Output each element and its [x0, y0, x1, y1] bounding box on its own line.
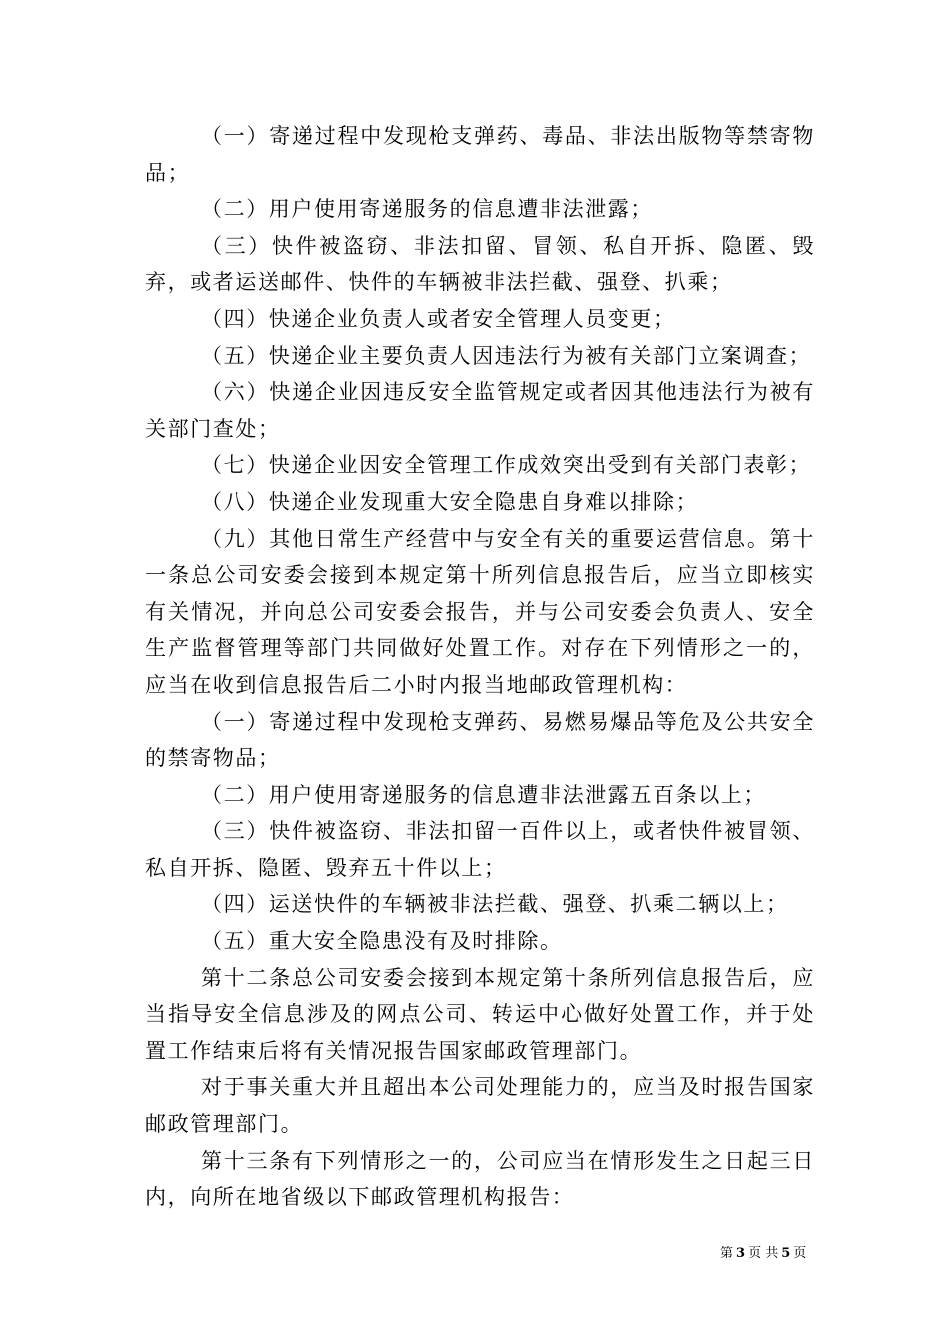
paragraph: （二）用户使用寄递服务的信息遭非法泄露五百条以上； — [201, 782, 766, 807]
paragraph: （三）快件被盗窃、非法扣留、冒领、私自开拆、隐匿、毁弃，或者运送邮件、快件的车辆被非法拦截、强登、扒乘； — [145, 233, 815, 295]
footer-suffix: 页 — [793, 1246, 807, 1261]
current-page-number: 3 — [736, 1246, 746, 1261]
paragraph: （一）寄递过程中发现枪支弹药、毒品、非法出版物等禁寄物品； — [145, 124, 815, 185]
footer-middle: 页 共 — [748, 1246, 779, 1261]
paragraph: （三）快件被盗窃、非法扣留一百件以上，或者快件被冒领、私自开拆、隐匿、毁弃五十件以上； — [145, 819, 815, 880]
footer-prefix: 第 — [720, 1246, 734, 1261]
paragraph: 对于事关重大并且超出本公司处理能力的，应当及时报告国家邮政管理部门。 — [145, 1075, 815, 1137]
total-pages-number: 5 — [781, 1246, 791, 1261]
paragraph: （一）寄递过程中发现枪支弹药、易燃易爆品等危及公共安全的禁寄物品； — [145, 709, 815, 771]
paragraph: 第十三条有下列情形之一的，公司应当在情形发生之日起三日内，向所在地省级以下邮政管理机构报告： — [145, 1148, 815, 1210]
paragraph: （六）快递企业因违反安全监管规定或者因其他违法行为被有关部门查处； — [145, 380, 815, 441]
page-number-footer — [720, 1246, 806, 1262]
paragraph: （七）快递企业因安全管理工作成效突出受到有关部门表彰； — [201, 453, 812, 478]
paragraph: （八）快递企业发现重大安全隐患自身难以排除； — [201, 489, 699, 514]
paragraph: （九）其他日常生产经营中与安全有关的重要运营信息。第十一条总公司安委会接到本规定第十所列信息报告后，应当立即核实有关情况，并向总公司安委会报告，并与公司安委会负责人、安全生产监督管理等部门共同做好处置工作。对存在下列情形之一的，应当在收到信息报告后二小时内报当地邮政管理机构： — [145, 526, 815, 697]
paragraph: （二）用户使用寄递服务的信息遭非法泄露； — [201, 197, 653, 222]
paragraph: （五）重大安全隐患没有及时排除。 — [201, 929, 563, 954]
document-body — [145, 118, 815, 1216]
paragraph: （四）运送快件的车辆被非法拦截、强登、扒乘二辆以上； — [201, 892, 789, 917]
paragraph: （五）快递企业主要负责人因违法行为被有关部门立案调查； — [201, 343, 812, 368]
paragraph: 第十二条总公司安委会接到本规定第十条所列信息报告后，应当指导安全信息涉及的网点公司、转运中心做好处置工作，并于处置工作结束后将有关情况报告国家邮政管理部门。 — [145, 965, 815, 1063]
paragraph: （四）快递企业负责人或者安全管理人员变更； — [201, 306, 676, 331]
